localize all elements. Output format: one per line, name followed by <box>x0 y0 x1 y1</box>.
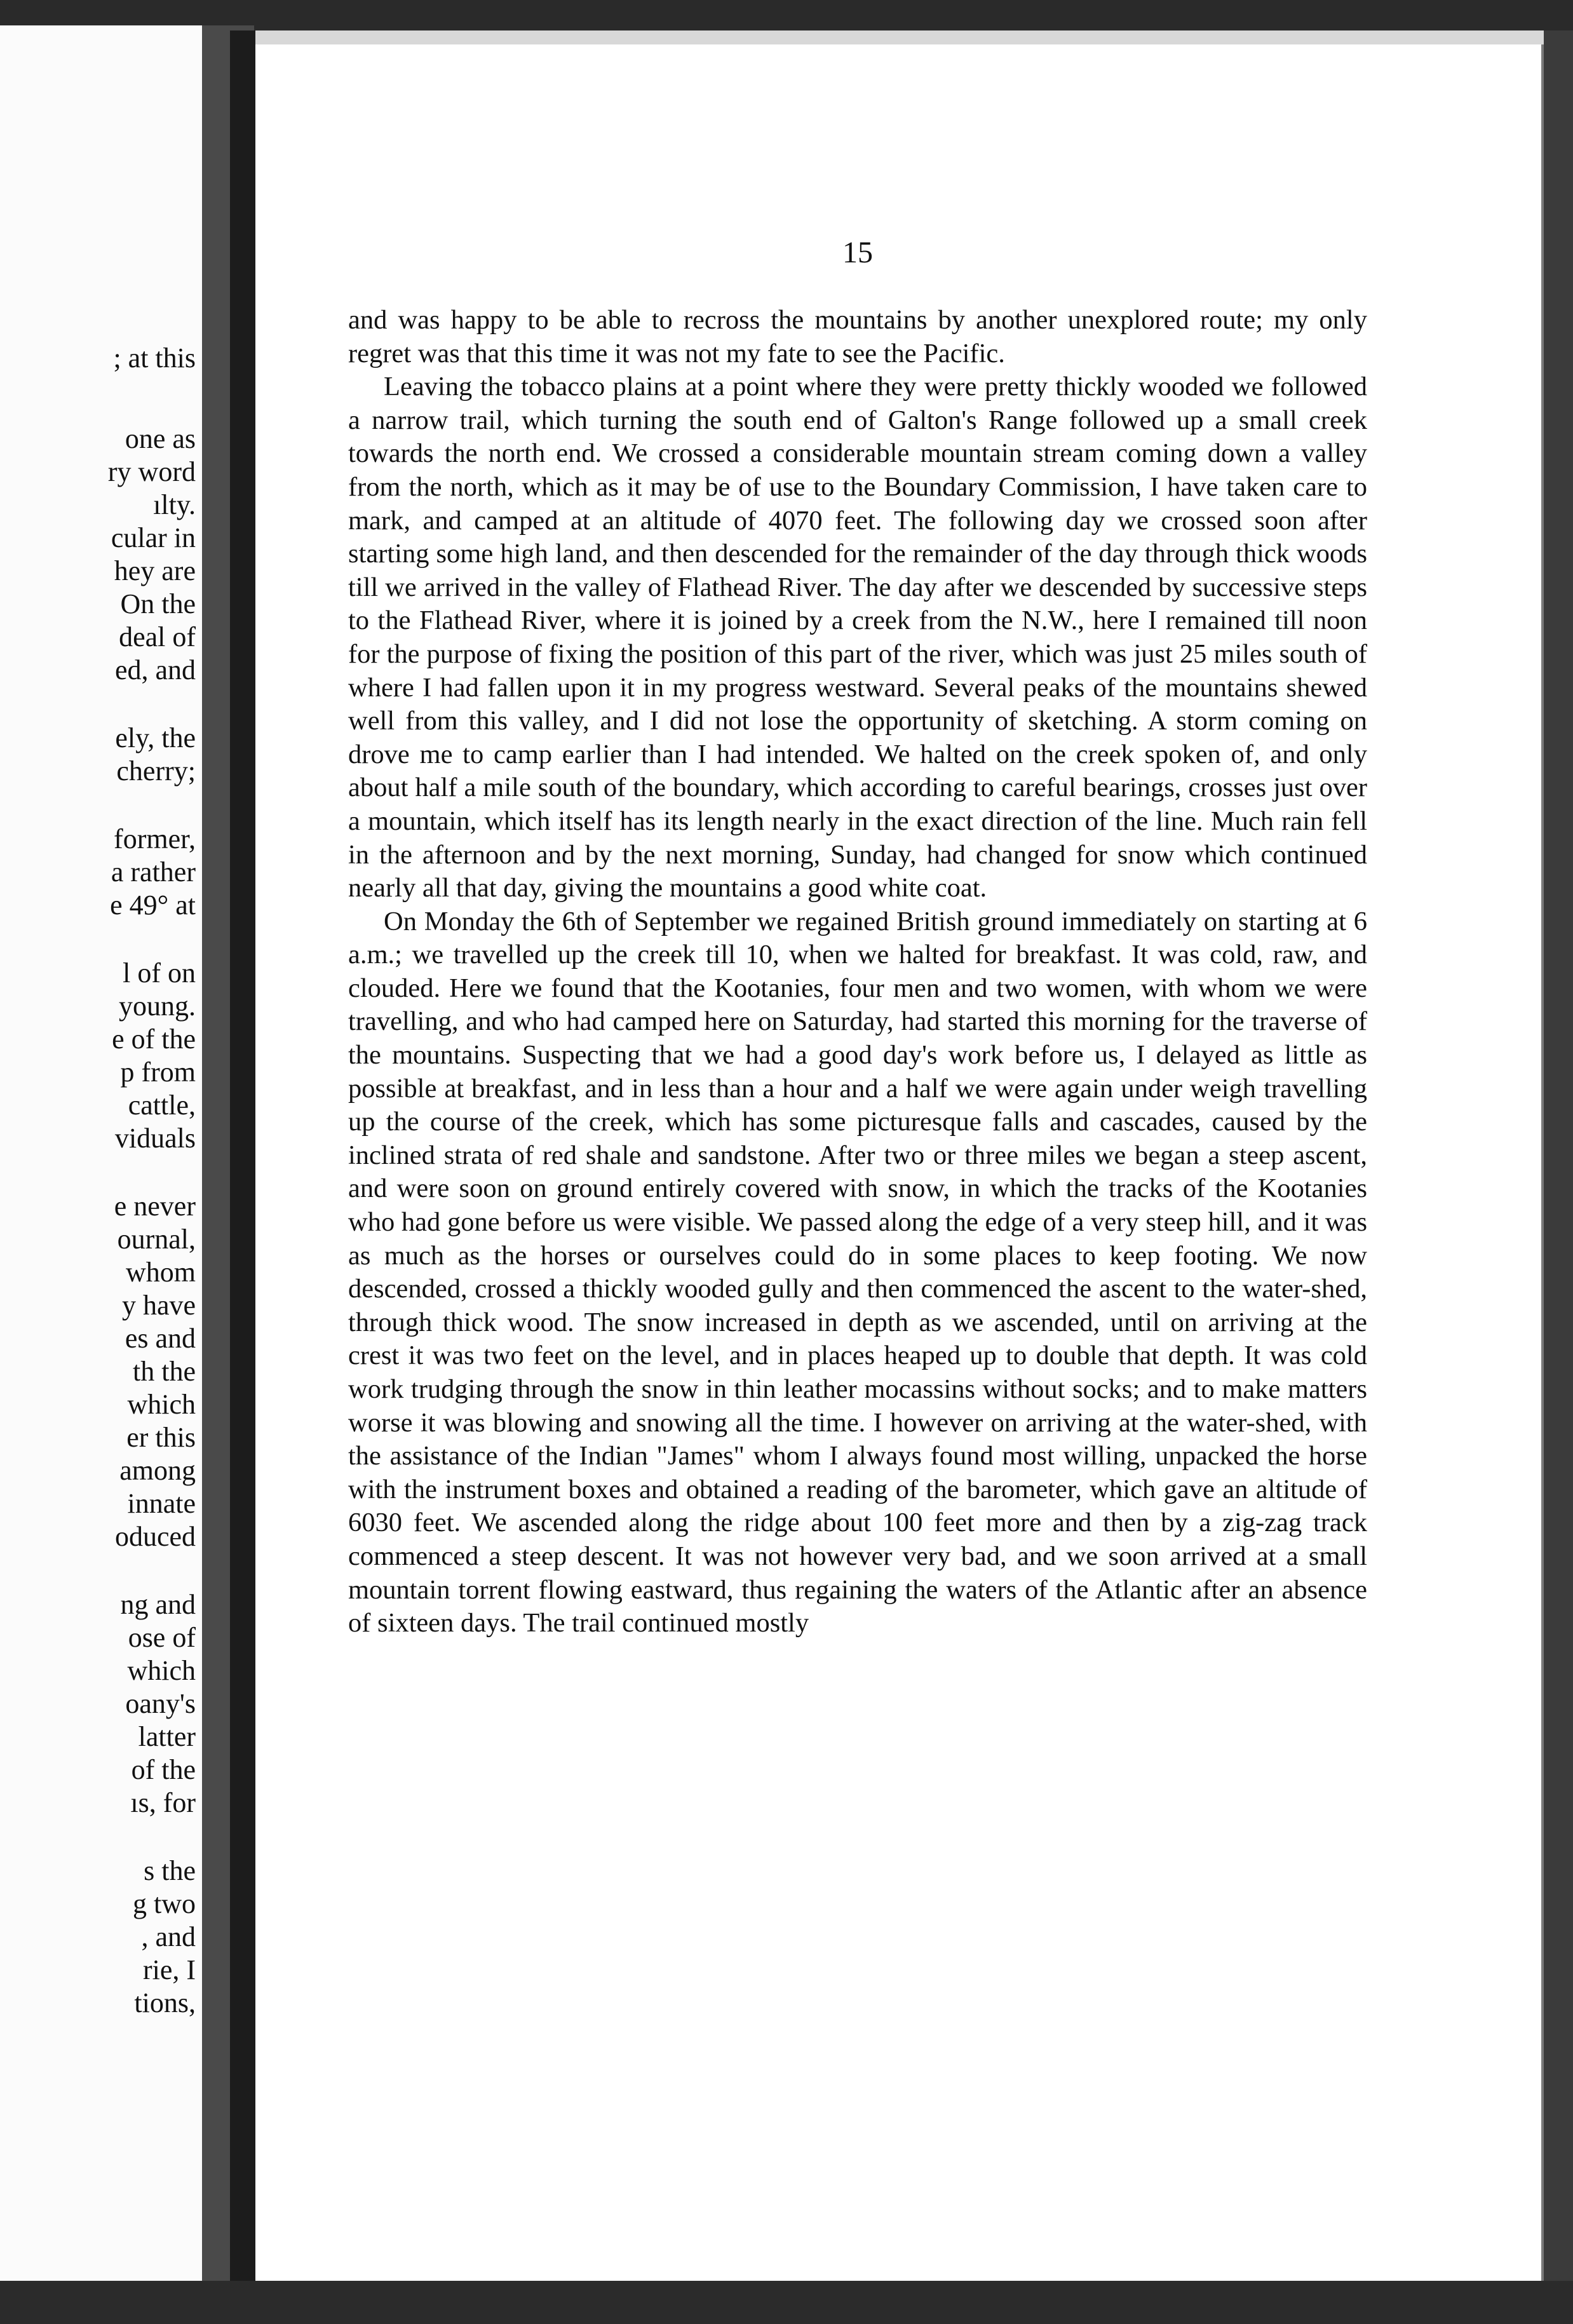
left-fragment: e never <box>114 1191 196 1222</box>
left-fragment: ry word <box>107 456 196 487</box>
left-fragment: ; at this <box>113 342 196 374</box>
left-fragment: young. <box>119 990 196 1022</box>
left-fragment: ely, the <box>115 722 196 753</box>
left-fragment: rie, I <box>142 1954 196 1985</box>
left-fragment: cherry; <box>116 755 196 787</box>
left-fragment: cular in <box>111 522 196 553</box>
left-fragment: ıs, for <box>130 1787 196 1818</box>
left-fragment: cattle, <box>128 1090 196 1121</box>
left-fragment: latter <box>138 1721 196 1752</box>
paragraph: On Monday the 6th of September we regained British ground immediately on starting at 6 a.m.; we travelled up the creek till 10, when we halted for breakfast. It was cold, raw, and clouded. Here we found that the Kootanies, four men and two women, with whom we were travelling, and who had camped here on Saturday, had started this morning for the traverse of the mountains. Suspecting that we had a good day's work before us, I delayed as little as possible at breakfast, and in less than a hour and a half we were again under weigh travelling up the course of the creek, which has some picturesque falls and cascades, caused by the inclined strata of red shale and sandstone. After two or three miles we began a steep ascent, and were soon on ground entirely covered with snow, in which the tracks of the Kootanies who had gone before us were visible. We passed along the edge of a very steep hill, and it was as much as the horses or ourselves could do in some places to keep footing. We now descended, crossed a thickly wooded gully and then commenced the ascent to the water-shed, through thick wood. The snow increased in depth as we ascended, until on arriving at the crest it was two feet on the level, and in places heaped up to double that depth. It was cold work trudging through the snow in thin leather mocassins without socks; and to make matters worse it was blowing and snowing all the time. I however on arriving at the water-shed, with the assistance of the Indian "James" whom I always found most willing, unpacked the horse with the instrument boxes and obtained a reading of the barometer, which gave an altitude of 6030 feet. We ascended along the ridge about 100 feet more and then by a zig-zag track commenced a steep descent. It was not however very bad, and we soon arrived at a small mountain torrent flowing eastward, thus regaining the waters of the Atlantic after an absence of sixteen days. The trail continued mostly <box>348 906 1367 1638</box>
left-fragment: th the <box>133 1356 196 1387</box>
left-fragment: es and <box>125 1323 196 1354</box>
left-fragment: of the <box>131 1754 196 1785</box>
left-fragment: er this <box>126 1422 196 1453</box>
left-fragment: tions, <box>134 1987 196 2018</box>
left-fragment: hey are <box>114 555 196 586</box>
left-fragment: former, <box>114 823 196 855</box>
left-fragment: oany's <box>125 1688 196 1719</box>
body-text <box>348 304 1367 1640</box>
paragraph: Leaving the tobacco plains at a point where they were pretty thickly wooded we followed a narrow trail, which turning the south end of Galton's Range followed up a small creek towards the north end. We crossed a considerable mountain stream coming down a valley from the north, which as it may be of use to the Boundary Commission, I have taken care to mark, and camped at an altitude of 4070 feet. The following day we crossed soon after starting some high land, and then descended for the remainder of the day through thick woods till we arrived in the valley of Flathead River. The day after we descended by successive steps to the Flathead River, where it is joined by a creek from the N.W., here I remained till noon for the purpose of fixing the position of this part of the river, which was just 25 miles south of where I had fallen upon it in my progress westward. Several peaks of the mountains shewed well from this valley, and I did not lose the opportunity of sketching. A storm coming on drove me to camp earlier than I had intended. We halted on the creek spoken of, and only about half a mile south of the boundary, which according to careful bearings, crosses just over a mountain, which itself has its length nearly in the exact direction of the line. Much rain fell in the afternoon and by the next morning, Sunday, had changed for snow which continued nearly all that day, giving the mountains a good white coat. <box>348 372 1367 903</box>
scan-bottom-edge <box>0 2281 1573 2324</box>
paragraph: and was happy to be able to recross the mountains by another unexplored route; my only regret was that this time it was not my fate to see the Pacific. <box>348 305 1367 368</box>
left-fragment: viduals <box>114 1123 196 1154</box>
left-fragment: ed, and <box>114 654 196 686</box>
left-fragment: y have <box>121 1290 196 1321</box>
left-fragment: among <box>119 1455 196 1486</box>
left-fragment: p from <box>120 1057 196 1088</box>
left-fragment: which <box>127 1655 196 1686</box>
left-fragment: On the <box>120 588 196 619</box>
left-fragment: ournal, <box>117 1224 196 1255</box>
left-fragment: , and <box>141 1921 196 1952</box>
book-spine <box>230 30 255 2281</box>
left-fragment: which <box>127 1389 196 1420</box>
page-number: 15 <box>842 236 873 269</box>
left-fragment: innate <box>127 1488 196 1519</box>
left-fragment: l of on <box>123 957 196 989</box>
left-fragment: deal of <box>119 621 196 652</box>
left-fragment: whom <box>126 1257 196 1288</box>
scan-right-edge <box>1544 30 1573 2281</box>
left-fragment: s the <box>144 1855 196 1886</box>
left-fragment: ılty. <box>153 489 196 520</box>
left-fragment: ose of <box>128 1622 196 1653</box>
left-fragment: one as <box>125 423 196 454</box>
left-fragment: ng and <box>120 1589 196 1620</box>
left-fragment: oduced <box>114 1521 196 1552</box>
left-fragment: e 49° at <box>110 889 196 921</box>
left-fragment: g two <box>133 1888 196 1919</box>
left-fragment: e of the <box>112 1024 196 1055</box>
left-fragment: a rather <box>111 856 196 888</box>
